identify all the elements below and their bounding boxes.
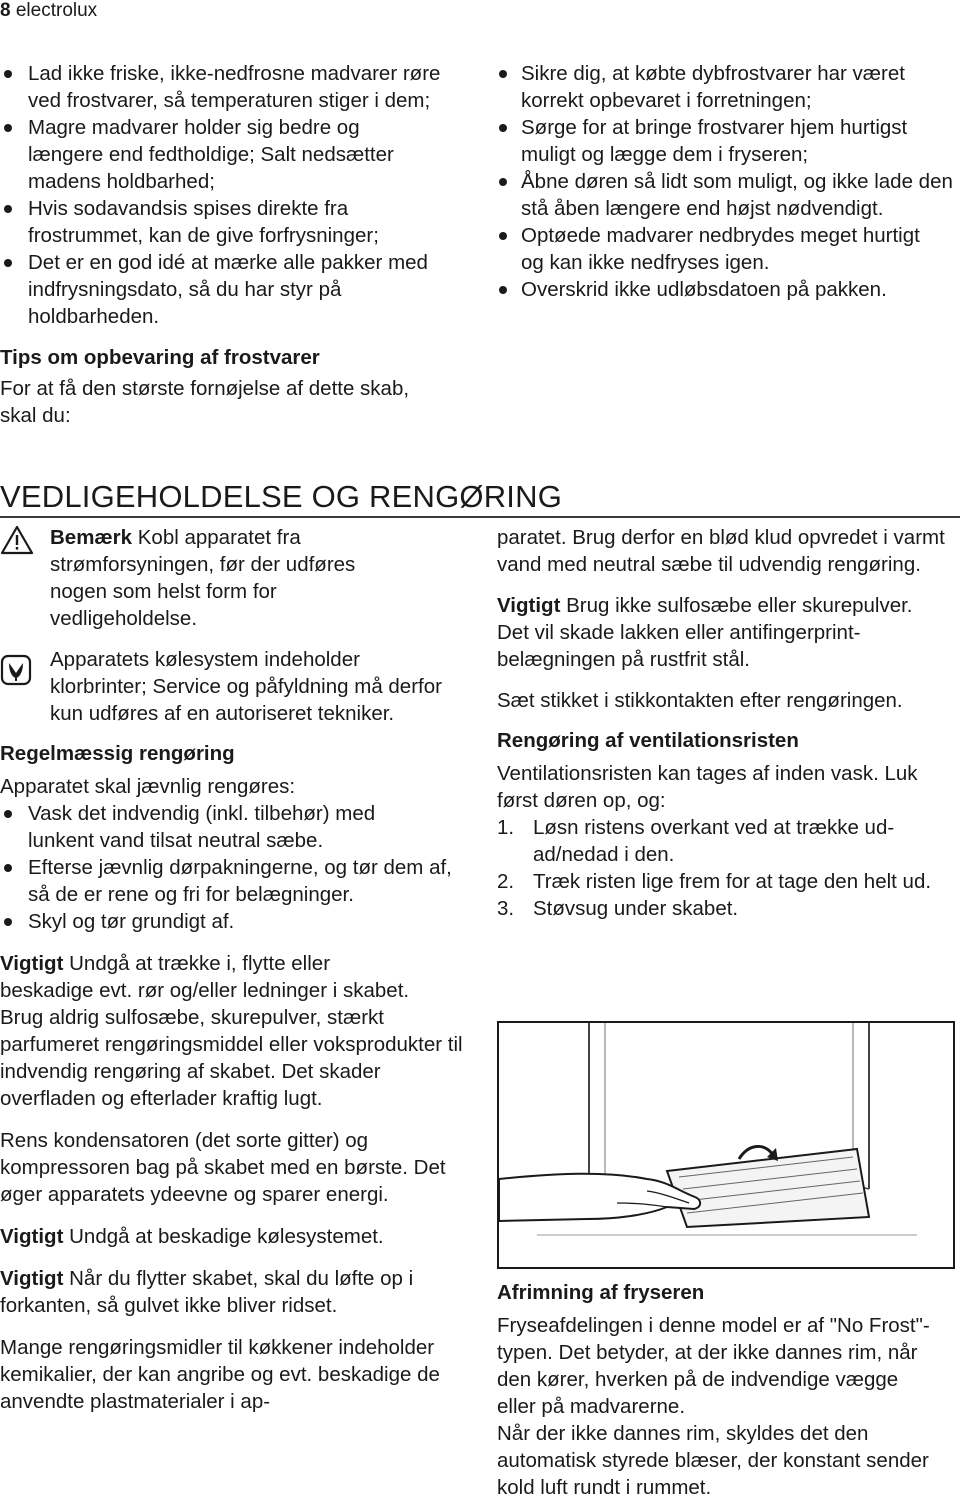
tips-intro: For at få den største fornøjelse af dette skab, skal du: [0, 377, 410, 427]
list-item: Magre madvarer holder sig bedre og længere end fedtholdige; Salt nedsætter madens holdbarhed; [0, 114, 470, 195]
right-top-column [497, 60, 957, 303]
tips-heading: Tips om opbevaring af frostvarer [0, 346, 320, 369]
vent-cleaning-heading: Rengøring af ventilationsristen [497, 729, 799, 752]
important-text: Undgå at trække i, flytte eller beskadige evt. rør og/eller ledninger i skabet. [0, 952, 410, 1002]
list-item: Skyl og tør grundigt af. [0, 908, 470, 935]
defrost-heading: Afrimning af fryseren [497, 1281, 705, 1304]
brand-name: electrolux [15, 0, 98, 21]
list-item: 3. Støvsug under skabet. [497, 897, 739, 920]
left-top-column [0, 60, 470, 429]
list-item: Optøede madvarer nedbrydes meget hurtigt og kan ikke nedfryses igen. [497, 222, 957, 276]
environment-note [0, 646, 470, 727]
detergent-warning: Brug aldrig sulfosæbe, skurepulver, stærkt parfumeret rengøringsmiddel eller voksprodukter til indvendig rengøring af skabet. Det skader overfladen og efterlader kraftig lugt. [0, 1006, 463, 1110]
list-item: Vask det indvendig (inkl. tilbehør) med lunkent vand tilsat neutral sæbe. [0, 800, 470, 854]
section-title: VEDLIGEHOLDELSE OG RENGØRING [0, 478, 960, 518]
list-item: 2. Træk risten lige frem for at tage den helt ud. [497, 870, 932, 893]
important-label: Vigtigt [0, 1267, 64, 1290]
defrost-text: Fryseafdelingen i denne model er af "No Frost"-typen. Det betyder, at der ikke dannes rim, når den kører, hverken på de indvendige vægge eller på madvarerne. [497, 1314, 930, 1418]
note-text: Kobl apparatet fra strømforsyningen, før der udføres nogen som helst form for vedligeholdelse. [50, 526, 356, 630]
tips-bullet-list [497, 60, 957, 303]
list-item: Sikre dig, at købte dybfrostvarer har været korrekt opbevaret i forretningen; [497, 60, 957, 114]
important-label: Vigtigt [0, 952, 64, 975]
warning-note [0, 524, 470, 632]
important-text: Brug ikke sulfosæbe eller skurepulver. Det vil skade lakken eller antifingerprint-belægningen på rustfrit stål. [497, 594, 913, 671]
note-text: Apparatets kølesystem indeholder klorbrinter; Service og påfyldning må derfor kun udføres af en autoriseret tekniker. [50, 648, 442, 725]
important-text: Når du flytter skabet, skal du løfte op i forkanten, så gulvet ikke bliver ridset. [0, 1267, 414, 1317]
right-main-column [497, 524, 957, 922]
cleaning-bullet-list [0, 800, 470, 935]
continued-text: paratet. Brug derfor en blød klud opvredet i varmt vand med neutral sæbe til udvendig rengøring. [497, 526, 945, 576]
list-item: Det er en god idé at mærke alle pakker med indfrysningsdato, så du har styr på holdbarheden. [0, 249, 470, 330]
regular-cleaning-intro: Apparatet skal jævnlig rengøres: [0, 775, 296, 798]
list-item: Overskrid ikke udløbsdatoen på pakken. [497, 276, 957, 303]
cleaning-agents-warning: Mange rengøringsmidler til køkkener indeholder kemikalier, der kan angribe og evt. beskadige de anvendte plastmaterialer i ap- [0, 1336, 440, 1413]
list-item: 1. Løsn ristens overkant ved at trække ud-ad/nedad i den. [497, 816, 895, 866]
storage-bullet-list [0, 60, 470, 330]
left-main-column [0, 524, 470, 1415]
list-item: Sørge for at bringe frostvarer hjem hurtigst muligt og lægge dem i fryseren; [497, 114, 957, 168]
note-label: Bemærk [50, 526, 133, 549]
defrost-section [497, 1279, 957, 1501]
vent-steps-list [497, 814, 957, 922]
page-header [0, 0, 97, 22]
important-label: Vigtigt [497, 594, 561, 617]
list-item: Åbne døren så lidt som muligt, og ikke lade den stå åben længere end højst nødvendigt. [497, 168, 957, 222]
vent-cleaning-intro: Ventilationsristen kan tages af inden vask. Luk først døren op, og: [497, 762, 918, 812]
defrost-text-2: Når der ikke dannes rim, skyldes det den automatisk styrede blæser, der konstant sender kold luft rundt i rummet. [497, 1422, 929, 1499]
plug-instruction: Sæt stikket i stikkontakten efter rengøringen. [497, 689, 903, 712]
page-number: 8 [0, 0, 11, 21]
condenser-instruction: Rens kondensatoren (det sorte gitter) og kompressoren bag på skabet med en børste. Det øger apparatets ydeevne og sparer energi. [0, 1129, 446, 1206]
regular-cleaning-heading: Regelmæssig rengøring [0, 742, 235, 765]
vent-grille-illustration [497, 1021, 955, 1269]
list-item: Hvis sodavandsis spises direkte fra frostrummet, kan de give forfrysninger; [0, 195, 470, 249]
important-label: Vigtigt [0, 1225, 64, 1248]
important-text: Undgå at beskadige kølesystemet. [69, 1225, 384, 1248]
list-item: Lad ikke friske, ikke-nedfrosne madvarer røre ved frostvarer, så temperaturen stiger i dem; [0, 60, 470, 114]
environment-leaf-icon [0, 654, 32, 693]
list-item: Efterse jævnlig dørpakningerne, og tør dem af, så de er rene og fri for belægninger. [0, 854, 470, 908]
warning-triangle-icon [0, 524, 34, 563]
